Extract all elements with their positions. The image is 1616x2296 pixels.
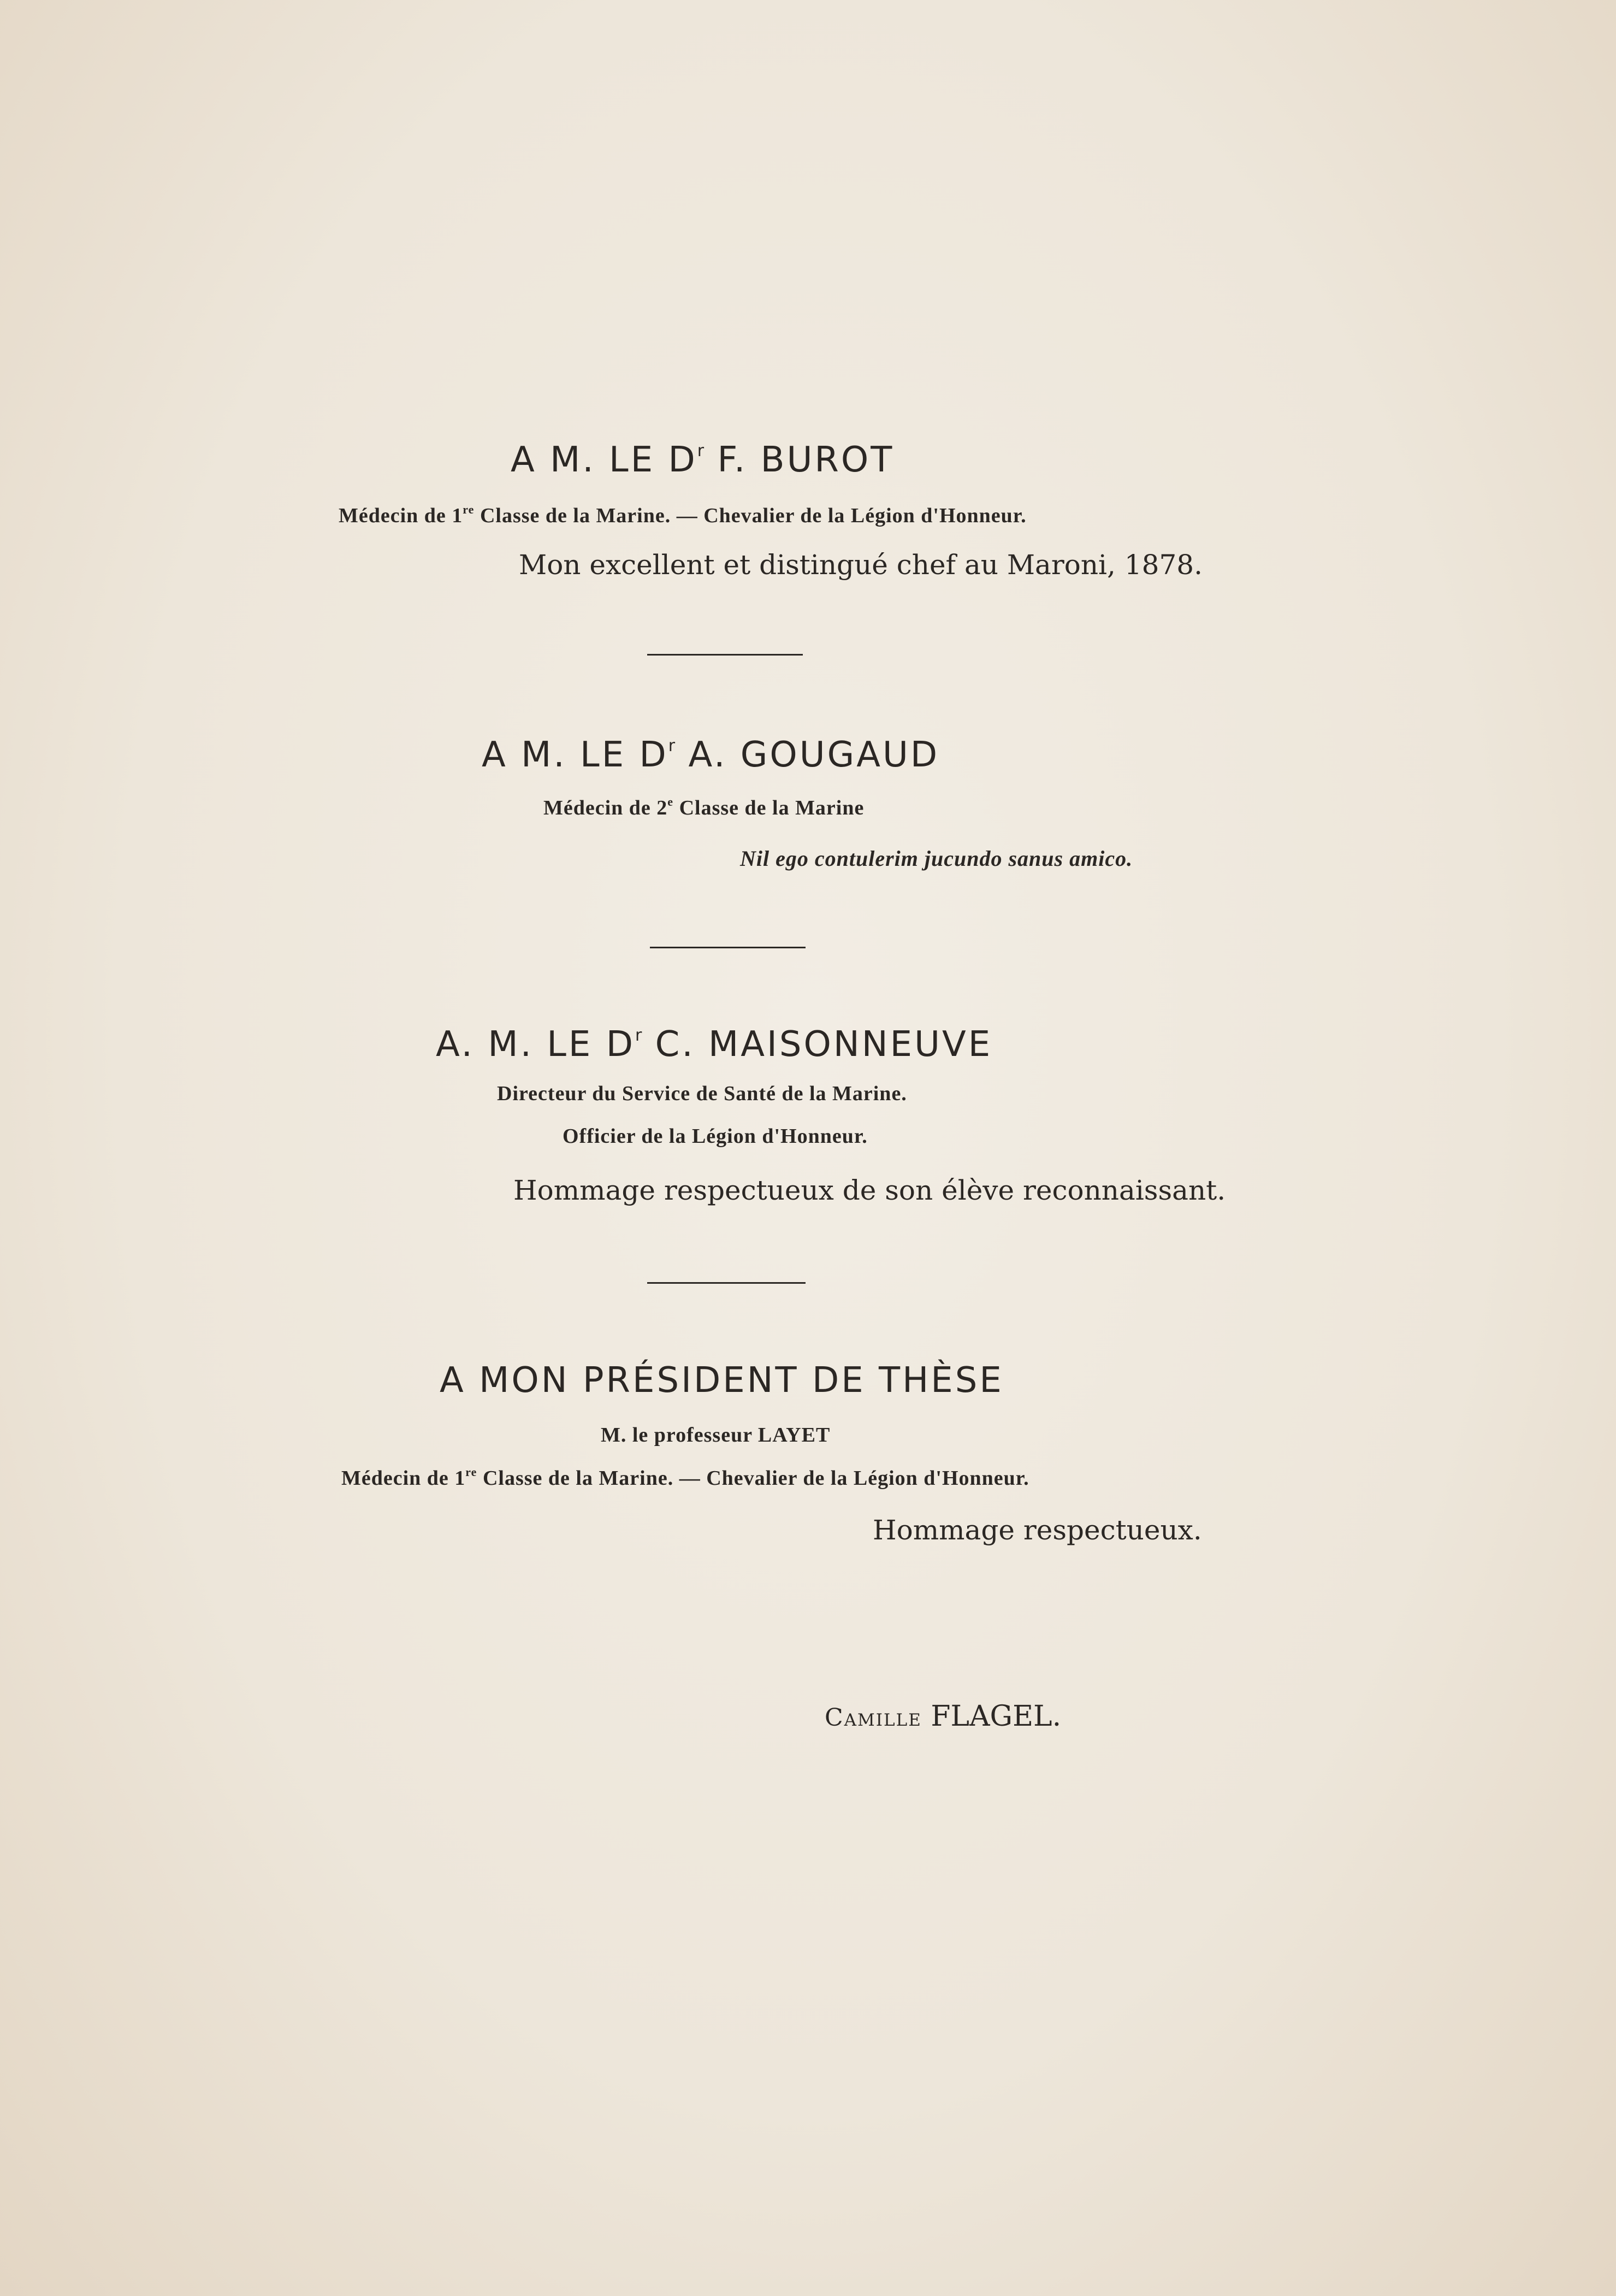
author-signature bbox=[825, 1700, 1061, 1733]
gougaud-dedication: Nil ego contulerim jucundo sanus amico. bbox=[740, 846, 1133, 871]
dedication-title-president: A MON PRÉSIDENT DE THÈSE bbox=[440, 1360, 1004, 1401]
maisonneuve-honour-line: Officier de la Légion d'Honneur. bbox=[563, 1125, 868, 1148]
maisonneuve-dedication: Hommage respectueux de son élève reconnaissant. bbox=[513, 1174, 1226, 1206]
divider-2 bbox=[650, 947, 806, 948]
signature-last-name: FLAGEL. bbox=[931, 1700, 1062, 1733]
signature-first-name: Camille bbox=[825, 1704, 922, 1732]
president-dedication: Hommage respectueux. bbox=[873, 1514, 1202, 1546]
maisonneuve-title-line: Directeur du Service de Santé de la Marine. bbox=[497, 1082, 907, 1105]
president-name: M. le professeur LAYET bbox=[601, 1424, 831, 1447]
dedication-title-gougaud: A M. LE $D^r$ A. GOUGAUD bbox=[482, 735, 940, 775]
dedication-title-maisonneuve: A. M. LE $D^r$ C. MAISONNEUVE bbox=[436, 1024, 993, 1065]
burot-credentials: Médecin de 1re Classe de la Marine. — Chevalier de la Légion d'Honneur. bbox=[339, 503, 1027, 527]
dedication-title-burot: A M. LE $D^r$ F. BUROT bbox=[511, 440, 895, 480]
burot-dedication: Mon excellent et distingué chef au Maroni, 1878. bbox=[519, 549, 1203, 581]
divider-1 bbox=[647, 654, 803, 656]
gougaud-credentials: Médecin de 2e Classe de la Marine bbox=[543, 795, 865, 819]
divider-3 bbox=[647, 1282, 806, 1284]
president-credentials: Médecin de 1re Classe de la Marine. — Chevalier de la Légion d'Honneur. bbox=[341, 1465, 1029, 1490]
